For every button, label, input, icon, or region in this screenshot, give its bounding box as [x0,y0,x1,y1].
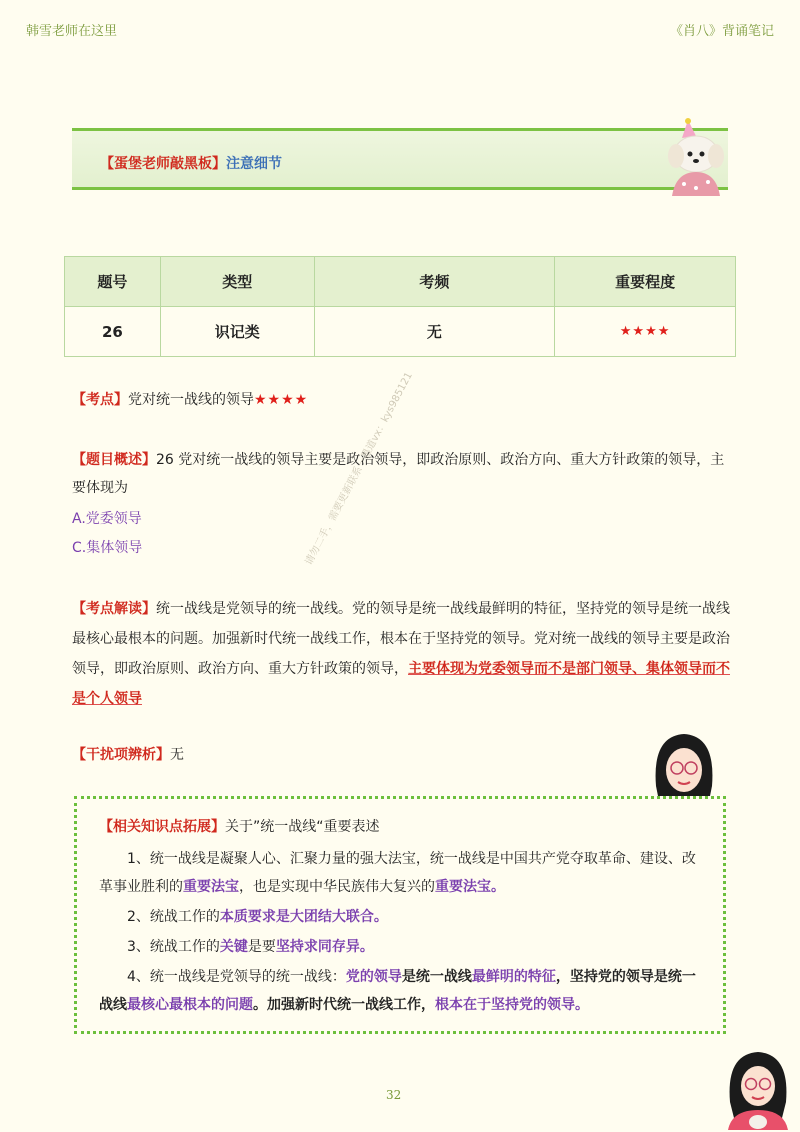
cell-type: 识记类 [160,307,314,357]
banner-text [100,153,282,173]
kaodian-stars: ★★★★ [254,392,309,408]
p1-key-a: 重要法宝 [183,879,239,895]
gaishu-text: 26 党对统一战线的领导主要是政治领导，即政治原则、政治方向、重大方针政策的领导，主要体现为 [72,452,725,496]
p1-key-b: 重要法宝。 [435,879,505,895]
extension-point-2 [99,903,709,931]
header-cell-number: 题号 [65,257,161,307]
kaodian-text: 党对统一战线的领导 [128,392,254,408]
table-header-row [65,257,736,307]
p3-key-a: 关键 [219,939,248,955]
extension-box [74,796,726,1034]
p4-text-c: ，坚持党的领导是统一战线 [99,969,696,1013]
header-cell-type: 类型 [160,257,314,307]
cell-importance-stars: ★★★★ [555,307,736,357]
extension-heading [99,813,709,841]
p4-key-d: 根本在于坚持党的领导。 [435,997,589,1013]
ganrao-label: 【干扰项辨析】 [72,747,170,763]
p4-text-d: 。加强新时代统一战线工作， [253,997,435,1013]
gaishu-label: 【题目概述】 [72,452,156,468]
header-right-title: 《肖八》背诵笔记 [669,24,774,39]
banner [72,128,728,190]
header-left-title: 韩雪老师在这里 [26,24,118,39]
gaishu-section [72,446,732,502]
header-cell-frequency: 考频 [314,257,555,307]
dog-mascot-icon [662,118,730,198]
p3-text-b: 是要 [247,939,276,955]
p1-text-a: 1、统一战线是凝聚人心、汇聚力量的强大法宝，统一战线是中国共产党夺取革命、建设、改革事业胜利的 [99,851,696,895]
p3-text-a: 3、统战工作的 [127,939,220,955]
extension-point-4 [99,963,709,1019]
option-a: A.党委领导 [72,511,142,527]
p2-text: 2、统战工作的 [127,909,220,925]
teacher-avatar-small-icon [722,1046,794,1130]
watermark: 请勿二手，需要更新联系一墨道vx：kys985121 [303,370,415,568]
header-cell-importance: 重要程度 [555,257,736,307]
extension-title: 关于”统一战线“重要表述 [225,819,380,835]
ganrao-text: 无 [170,747,184,763]
extension-label: 【相关知识点拓展】 [99,819,225,835]
extension-point-3 [99,933,709,961]
table-row [65,307,736,357]
p4-text-a: 4、统一战线是党领导的统一战线： [127,969,346,985]
extension-point-1 [99,845,709,901]
jiedu-highlight: 主要体现为党委领导而不是部门领导、集体领导而不是个人领导 [72,661,730,707]
jiedu-label: 【考点解读】 [72,601,156,617]
page-number: 32 [386,1088,402,1102]
p4-text-b: 是统一战线 [401,969,472,985]
option-c: C.集体领导 [72,540,143,556]
p3-key-b: 坚持求同存异。 [275,939,374,955]
cell-frequency: 无 [314,307,555,357]
p2-key: 本质要求是大团结大联合。 [219,909,388,925]
p1-text-b: ，也是实现中华民族伟大复兴的 [239,879,435,895]
ganrao-section [72,741,732,769]
banner-subtitle: 注意细节 [226,156,282,172]
jiedu-text: 统一战线是党领导的统一战线。党的领导是统一战线最鲜明的特征，坚持党的领导是统一战线最核心最根本的问题。加强新时代统一战线工作，根本在于坚持党的领导。党对统一战线的领导主要是政治领导，即政治原则、政治方向、重大方针政策的领导， [72,601,730,677]
kaodian-label: 【考点】 [72,392,128,408]
p4-key-b: 最鲜明的特征 [471,969,556,985]
cell-number: 26 [65,307,161,357]
info-table [64,256,736,357]
p4-key-a: 党的领导 [345,969,402,985]
jiedu-section [72,594,732,714]
p4-key-c: 最核心最根本的问题 [127,997,253,1013]
banner-label: 【蛋堡老师敲黑板】 [100,156,226,172]
